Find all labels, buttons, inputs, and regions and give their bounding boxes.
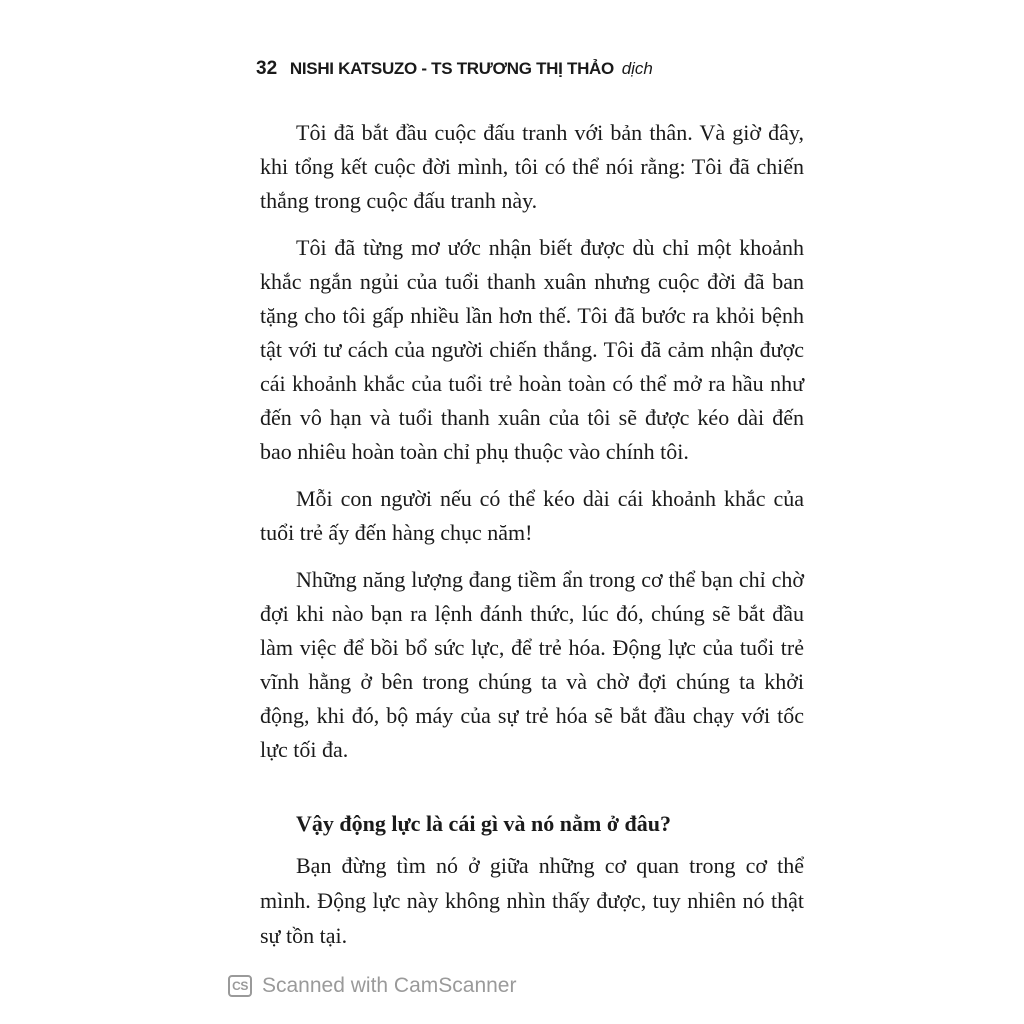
body-text [260, 116, 804, 780]
paragraph: Tôi đã từng mơ ước nhận biết được dù chỉ một khoảnh khắc ngắn ngủi của tuổi thanh xuân nhưng cuộc đời đã ban tặng cho tôi gấp nhiều lần hơn thế. Tôi đã bước ra khỏi bệnh tật với tư cách của người chiến thắng. Tôi đã cảm nhận được cái khoảnh khắc của tuổi trẻ hoàn toàn có thể mở ra hầu như đến vô hạn và tuổi thanh xuân của tôi sẽ được kéo dài đến bao nhiêu hoàn toàn chỉ phụ thuộc vào chính tôi. [260, 235, 804, 464]
watermark-text: Scanned with CamScanner [262, 974, 517, 997]
header-authors: NISHI KATSUZO - TS TRƯƠNG THỊ THẢO [289, 59, 614, 78]
page-number: 32 [256, 58, 278, 79]
running-header [256, 58, 653, 80]
paragraph: Những năng lượng đang tiềm ẩn trong cơ thể bạn chỉ chờ đợi khi nào bạn ra lệnh đánh thức, lúc đó, chúng sẽ bắt đầu làm việc để bồi bổ sức lực, để trẻ hóa. Động lực của tuổi trẻ vĩnh hằng ở bên trong chúng ta và chờ đợi chúng ta khởi động, khi đó, bộ máy của sự trẻ hóa sẽ bắt đầu chạy với tốc lực tối đa. [260, 567, 804, 762]
header-translator-note: dịch [621, 59, 653, 78]
section-body [260, 848, 804, 953]
paragraph: Bạn đừng tìm nó ở giữa những cơ quan trong cơ thể mình. Động lực này không nhìn thấy được, tuy nhiên nó thật sự tồn tại. [260, 853, 804, 948]
paragraph: Tôi đã bắt đầu cuộc đấu tranh với bản thân. Và giờ đây, khi tổng kết cuộc đời mình, tôi có thể nói rằng: Tôi đã chiến thắng trong cuộc đấu tranh này. [260, 120, 804, 213]
section-heading: Vậy động lực là cái gì và nó nằm ở đâu? [296, 811, 671, 836]
scanner-watermark [228, 974, 516, 998]
camscanner-logo-icon: CS [228, 975, 252, 997]
paragraph: Mỗi con người nếu có thể kéo dài cái khoảnh khắc của tuổi trẻ ấy đến hàng chục năm! [260, 486, 804, 545]
